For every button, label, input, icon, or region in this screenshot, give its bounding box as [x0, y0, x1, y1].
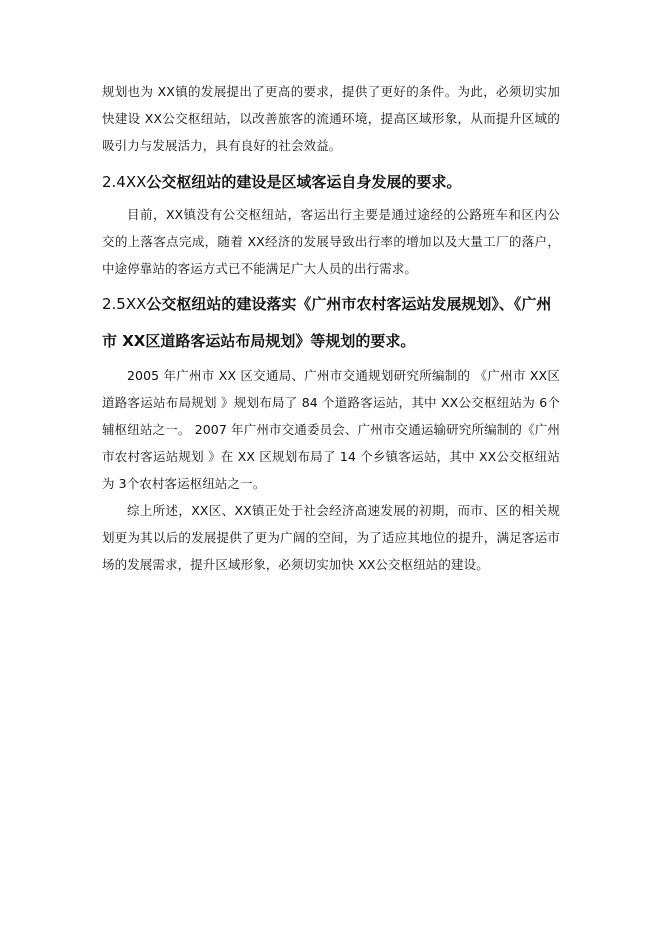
section-number: 2.5XX — [102, 295, 147, 313]
section-heading-2-5 — [102, 286, 560, 360]
section-heading-2-4 — [102, 163, 560, 201]
document-body — [102, 78, 560, 578]
section-number: 2.4XX — [102, 173, 147, 191]
section-heading-text: 公交枢纽站的建设是区域客运自身发展的要求。 — [146, 173, 462, 191]
section-heading-text: 公交枢纽站的建设落实《广州市农村客运站发展规划》、《广州市 XX区道路客运站布局规划》等规划的要求。 — [102, 295, 552, 350]
body-paragraph-summary: 综上所述，XX区、XX镇正处于社会经济高速发展的初期，而市、区的相关规划更为其以后的发展提供了更为广阔的空间，为了适应其地位的提升，满足客运市场的发展需求，提升区域形象，必须切实加快 XX公交枢纽站的建设。 — [102, 503, 560, 572]
body-paragraph-continuation: 规划也为 XX镇的发展提出了更高的要求，提供了更好的条件。为此，必须切实加快建设 XX公交枢纽站，以改善旅客的流通环境，提高区域形象，从而提升区域的吸引力与发展活力，具有良好的社会效益。 — [102, 84, 560, 153]
body-paragraph: 2005 年广州市 XX 区交通局、广州市交通规划研究所编制的 《广州市 XX区道路客运站布局规划 》规划布局了 84 个道路客运站，其中 XX公交枢纽站为 6个辅枢纽站之一。 2007 年广州市交通委员会、广州市交通运输研究所编制的《广州市农村客运站规划 》在 XX 区规划布局了 14 个乡镇客运站，其中 XX公交枢纽站为 3个农村客运枢纽站之一。 — [102, 368, 560, 491]
body-paragraph: 目前，XX镇没有公交枢纽站，客运出行主要是通过途经的公路班车和区内公交的上落客点完成，随着 XX经济的发展导致出行率的增加以及大量工厂的落户，中途停靠站的客运方式已不能满足广大人员的出行需求。 — [102, 207, 560, 276]
